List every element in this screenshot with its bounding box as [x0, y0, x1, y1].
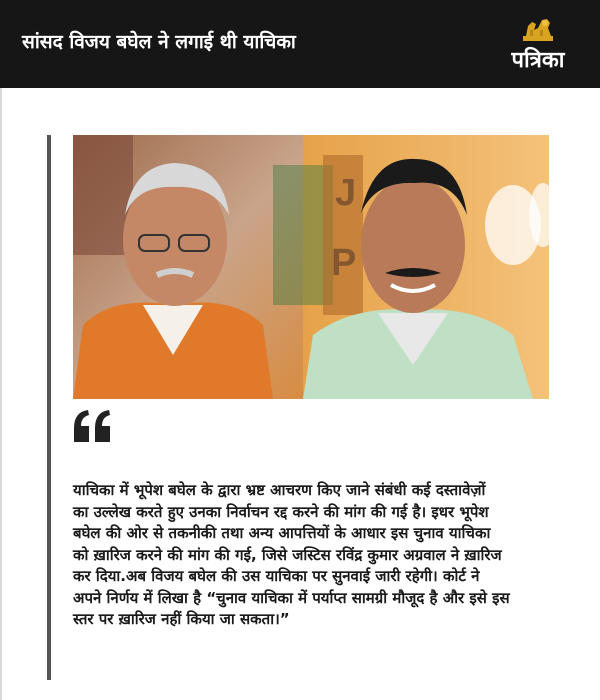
quote-accent-bar: [47, 135, 51, 680]
brand-name: पत्रिका: [511, 48, 565, 73]
article-line: बघेल की ओर से तकनीकी तथा अन्य आपत्तियों के आधार इस चुनाव याचिका: [73, 524, 491, 542]
article-line: स्तर पर ख़ारिज नहीं किया जा सकता।”: [73, 610, 290, 628]
politicians-photo: [73, 135, 549, 399]
article-body: [73, 480, 593, 631]
lion-emblem-icon: [520, 14, 556, 42]
article-line: अपने निर्णय में लिखा है “चुनाव याचिका में पर्याप्त सामग्री मौजूद है और इसे इस: [73, 588, 510, 607]
page-title: सांसद विजय बघेल ने लगाई थी याचिका: [22, 31, 296, 53]
svg-text:J: J: [335, 172, 357, 214]
article-line: का उल्लेख करते हुए उनका निर्वाचन रद्द करने की मांग की गई है। इधर भूपेश: [73, 502, 489, 521]
brand-logo[interactable]: [498, 14, 578, 78]
svg-text:P: P: [331, 242, 357, 284]
quote-icon: [72, 408, 114, 444]
photo-illustration: [73, 135, 549, 399]
header-bar: [0, 0, 600, 88]
article-line: कर दिया.अब विजय बघेल की उस याचिका पर सुनवाई जारी रहेगी। कोर्ट ने: [73, 567, 480, 585]
article-line: को ख़ारिज करने की मांग की गई, जिसे जस्टिस रविंद्र कुमार अग्रवाल ने ख़ारिज: [73, 545, 502, 564]
article-line: याचिका में भूपेश बघेल के द्वारा भ्रष्ट आचरण किए जाने संबंधी कई दस्तावेज़ों: [73, 481, 486, 499]
